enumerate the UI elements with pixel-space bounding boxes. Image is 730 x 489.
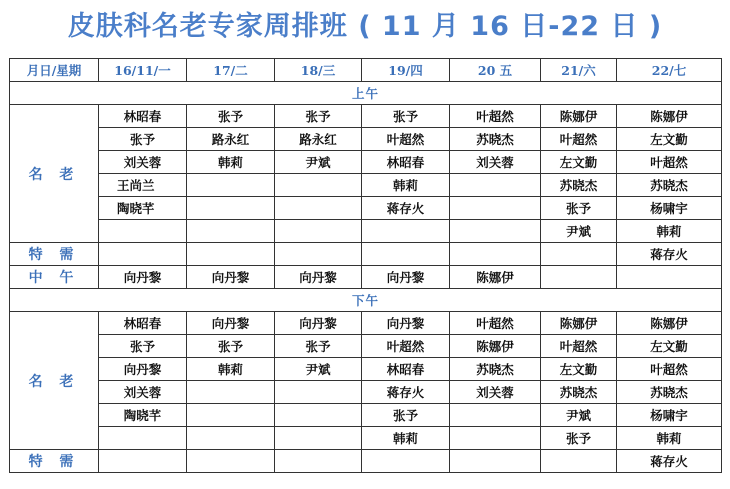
table-row xyxy=(10,358,722,381)
morning-section-label: 上午 xyxy=(10,82,722,105)
table-row xyxy=(10,105,722,128)
table-row xyxy=(10,128,722,151)
schedule-cell xyxy=(99,243,187,266)
schedule-cell xyxy=(362,450,450,473)
schedule-cell: 张予 xyxy=(362,404,450,427)
schedule-cell: 韩莉 xyxy=(187,358,275,381)
schedule-cell xyxy=(275,243,362,266)
schedule-cell xyxy=(275,381,362,404)
schedule-cell: 向丹黎 xyxy=(275,312,362,335)
schedule-cell: 向丹黎 xyxy=(99,266,187,289)
schedule-cell: 路永红 xyxy=(187,128,275,151)
schedule-cell: 左文勤 xyxy=(541,151,617,174)
page-title: 皮肤科名老专家周排班 ( 11 月 16 日-22 日 ) xyxy=(67,11,663,42)
schedule-cell xyxy=(275,427,362,450)
morning-noon-label: 中 午 xyxy=(10,266,99,289)
schedule-cell: 杨啸宇 xyxy=(617,197,722,220)
schedule-cell: 韩莉 xyxy=(362,427,450,450)
afternoon-section-row xyxy=(10,289,722,312)
schedule-cell xyxy=(99,220,187,243)
table-row xyxy=(10,312,722,335)
schedule-cell: 尹斌 xyxy=(541,404,617,427)
schedule-cell: 左文勤 xyxy=(541,358,617,381)
schedule-cell: 叶超然 xyxy=(541,128,617,151)
schedule-cell: 张予 xyxy=(362,105,450,128)
schedule-cell: 张予 xyxy=(187,335,275,358)
schedule-cell xyxy=(450,427,541,450)
schedule-cell: 杨啸宇 xyxy=(617,404,722,427)
afternoon-special-label: 特 需 xyxy=(10,450,99,473)
schedule-cell: 向丹黎 xyxy=(362,312,450,335)
schedule-cell xyxy=(275,450,362,473)
schedule-cell xyxy=(187,243,275,266)
schedule-cell xyxy=(275,404,362,427)
schedule-cell: 向丹黎 xyxy=(362,266,450,289)
header-day-1: 16/11/一 xyxy=(99,59,187,82)
header-day-5: 20 五 xyxy=(450,59,541,82)
table-row xyxy=(10,174,722,197)
afternoon-section-label: 下午 xyxy=(10,289,722,312)
afternoon-expert-label: 名 老 xyxy=(10,312,99,450)
schedule-cell: 陈娜伊 xyxy=(617,312,722,335)
schedule-cell: 刘关蓉 xyxy=(99,381,187,404)
table-row xyxy=(10,381,722,404)
schedule-cell: 苏晓杰 xyxy=(450,128,541,151)
header-date-weekday: 月日/星期 xyxy=(10,59,99,82)
schedule-cell: 张予 xyxy=(275,105,362,128)
table-row xyxy=(10,197,722,220)
schedule-cell: 苏晓杰 xyxy=(617,174,722,197)
schedule-cell: 韩莉 xyxy=(617,220,722,243)
schedule-cell xyxy=(450,174,541,197)
schedule-cell xyxy=(541,266,617,289)
schedule-cell xyxy=(450,404,541,427)
schedule-cell xyxy=(541,243,617,266)
table-row xyxy=(10,427,722,450)
schedule-cell: 陈娜伊 xyxy=(541,105,617,128)
schedule-cell xyxy=(187,174,275,197)
schedule-cell xyxy=(99,450,187,473)
header-row xyxy=(10,59,722,82)
header-day-4: 19/四 xyxy=(362,59,450,82)
schedule-cell xyxy=(187,381,275,404)
morning-section-row xyxy=(10,82,722,105)
schedule-cell: 路永红 xyxy=(275,128,362,151)
schedule-cell: 蒋存火 xyxy=(362,381,450,404)
schedule-cell xyxy=(99,427,187,450)
schedule-cell xyxy=(450,450,541,473)
schedule-cell xyxy=(450,243,541,266)
schedule-cell: 陈娜伊 xyxy=(617,105,722,128)
header-day-7: 22/七 xyxy=(617,59,722,82)
schedule-cell: 韩莉 xyxy=(617,427,722,450)
schedule-cell: 刘关蓉 xyxy=(99,151,187,174)
schedule-cell: 陶晓芊 xyxy=(99,197,187,220)
schedule-cell xyxy=(187,220,275,243)
schedule-cell: 张予 xyxy=(541,197,617,220)
schedule-cell: 苏晓杰 xyxy=(450,358,541,381)
schedule-cell: 左文勤 xyxy=(617,335,722,358)
schedule-cell: 林昭春 xyxy=(362,358,450,381)
table-row xyxy=(10,220,722,243)
schedule-cell: 张予 xyxy=(187,105,275,128)
header-day-2: 17/二 xyxy=(187,59,275,82)
schedule-cell: 韩莉 xyxy=(362,174,450,197)
schedule-cell: 陈娜伊 xyxy=(450,335,541,358)
schedule-cell xyxy=(275,220,362,243)
schedule-cell: 叶超然 xyxy=(617,151,722,174)
schedule-cell: 蒋存火 xyxy=(362,197,450,220)
table-row xyxy=(10,404,722,427)
afternoon-special-row xyxy=(10,450,722,473)
table-row xyxy=(10,151,722,174)
schedule-cell xyxy=(275,174,362,197)
schedule-cell xyxy=(187,404,275,427)
schedule-cell xyxy=(187,450,275,473)
schedule-cell: 苏晓杰 xyxy=(541,381,617,404)
schedule-cell: 林昭春 xyxy=(362,151,450,174)
schedule-cell: 王尚兰 xyxy=(99,174,187,197)
schedule-cell: 向丹黎 xyxy=(187,266,275,289)
schedule-cell: 林昭春 xyxy=(99,105,187,128)
schedule-cell: 叶超然 xyxy=(541,335,617,358)
schedule-cell: 张予 xyxy=(275,335,362,358)
schedule-cell: 叶超然 xyxy=(450,105,541,128)
morning-special-row xyxy=(10,243,722,266)
schedule-cell: 蒋存火 xyxy=(617,450,722,473)
schedule-cell: 陈娜伊 xyxy=(541,312,617,335)
schedule-cell: 蒋存火 xyxy=(617,243,722,266)
schedule-cell xyxy=(541,450,617,473)
schedule-cell: 尹斌 xyxy=(275,151,362,174)
schedule-cell: 叶超然 xyxy=(362,128,450,151)
schedule-cell: 尹斌 xyxy=(541,220,617,243)
morning-special-label: 特 需 xyxy=(10,243,99,266)
schedule-cell: 张予 xyxy=(99,335,187,358)
header-day-3: 18/三 xyxy=(275,59,362,82)
schedule-cell: 苏晓杰 xyxy=(617,381,722,404)
schedule-cell: 左文勤 xyxy=(617,128,722,151)
schedule-cell: 韩莉 xyxy=(187,151,275,174)
schedule-cell xyxy=(617,266,722,289)
schedule-cell: 向丹黎 xyxy=(99,358,187,381)
schedule-cell: 张予 xyxy=(99,128,187,151)
schedule-cell: 尹斌 xyxy=(275,358,362,381)
schedule-cell: 林昭春 xyxy=(99,312,187,335)
schedule-cell: 刘关蓉 xyxy=(450,381,541,404)
schedule-cell: 向丹黎 xyxy=(275,266,362,289)
schedule-cell: 叶超然 xyxy=(617,358,722,381)
schedule-cell xyxy=(187,197,275,220)
table-row xyxy=(10,335,722,358)
schedule-cell: 苏晓杰 xyxy=(541,174,617,197)
schedule-cell: 张予 xyxy=(541,427,617,450)
schedule-cell xyxy=(275,197,362,220)
schedule-cell xyxy=(362,243,450,266)
schedule-cell: 向丹黎 xyxy=(187,312,275,335)
schedule-cell: 叶超然 xyxy=(362,335,450,358)
schedule-cell: 陶晓芊 xyxy=(99,404,187,427)
header-day-6: 21/六 xyxy=(541,59,617,82)
morning-noon-row xyxy=(10,266,722,289)
schedule-cell xyxy=(362,220,450,243)
schedule-cell: 叶超然 xyxy=(450,312,541,335)
schedule-cell: 陈娜伊 xyxy=(450,266,541,289)
schedule-cell xyxy=(450,197,541,220)
schedule-cell xyxy=(187,427,275,450)
schedule-table xyxy=(9,58,722,473)
morning-expert-label: 名 老 xyxy=(10,105,99,243)
schedule-cell xyxy=(450,220,541,243)
schedule-cell: 刘关蓉 xyxy=(450,151,541,174)
